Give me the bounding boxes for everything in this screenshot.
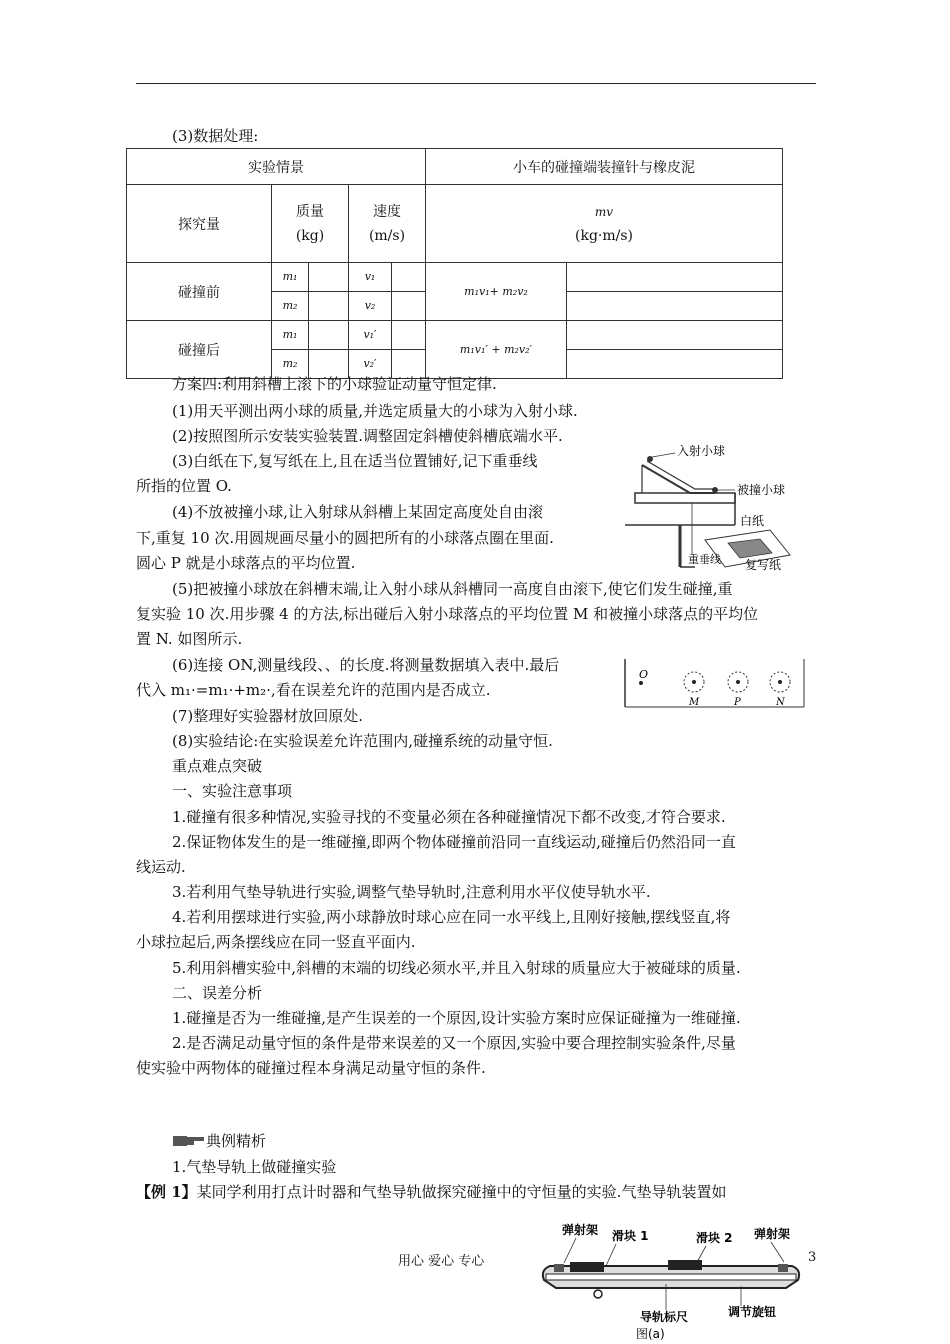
error1: 1.碰撞是否为一维碰撞,是产生误差的一个原因,设计实验方案时应保证碰撞为一维碰撞. [172, 1009, 741, 1027]
col-quantity: 探究量 [127, 185, 272, 263]
note1: 1.碰撞有很多种情况,实验寻找的不变量必须在各种碰撞情况下都不改变,才符合要求. [172, 808, 726, 826]
v2-label: v₂ [349, 292, 392, 320]
step5c: 置 N. 如图所示. [136, 630, 243, 648]
point-p [736, 680, 740, 684]
point-m-label: M [689, 697, 700, 708]
cell-blank-2 [567, 292, 783, 321]
v2p-label: v₂′ [349, 350, 392, 378]
m1-label: m₁ [272, 263, 309, 291]
cell-blank-3 [567, 321, 783, 350]
note2a: 2.保证物体发生的是一维碰撞,即两个物体碰撞前沿同一直线运动,碰撞后仍然沿同一直 [172, 833, 736, 851]
cell-m2-before [272, 292, 349, 321]
incident-ball-label: 入射小球 [677, 445, 726, 458]
note5: 5.利用斜槽实验中,斜槽的末端的切线必须水平,并且入射球的质量应大于被碰球的质量. [172, 959, 741, 977]
note2b: 线运动. [136, 858, 186, 876]
step6b: 代入 m₁·=m₁·+m₂·,看在误差允许的范围内是否成立. [136, 681, 491, 699]
col-mass-label: 质量 [296, 203, 324, 220]
step4a: (4)不放被撞小球,让入射球从斜槽上某固定高度处自由滚 [172, 503, 544, 521]
col-speed-unit: (m/s) [368, 227, 406, 244]
point-o-label: O [639, 668, 649, 681]
example1 [136, 1182, 726, 1202]
point-o [639, 681, 643, 685]
examples-heading [172, 1131, 266, 1151]
cell-v1-after [349, 321, 426, 350]
examples-title: 典例精析 [206, 1132, 267, 1150]
scale-label: 导轨标尺 [640, 1310, 689, 1324]
error2a: 2.是否满足动量守恒的条件是带来误差的又一个原因,实验中要合理控制实验条件,尽量 [172, 1034, 736, 1052]
step7: (7)整理好实验器材放回原处. [172, 707, 364, 725]
point-n-label: N [776, 697, 785, 708]
m2-label: m₂ [272, 350, 309, 378]
error-title: 二、误差分析 [172, 984, 263, 1002]
plan4: 方案四:利用斜槽上滚下的小球验证动量守恒定律. [172, 375, 497, 393]
section3-title: (3)数据处理: [172, 127, 259, 145]
knob-label: 调节旋钮 [728, 1305, 777, 1319]
step4c: 圆心 P 就是小球落点的平均位置. [136, 554, 356, 572]
cell-v2-before [349, 292, 426, 321]
point-p-label: P [734, 697, 741, 708]
data-table [126, 148, 783, 379]
launcher-left-label: 弹射架 [562, 1223, 599, 1237]
figure-caption: 图(a) [636, 1327, 665, 1341]
col-mass-unit: (kg) [295, 227, 325, 244]
header-right: 小车的碰撞端装撞针与橡皮泥 [426, 149, 783, 185]
landing-points-figure [624, 658, 806, 708]
col-speed [349, 185, 426, 263]
step8: (8)实验结论:在实验误差允许范围内,碰撞系统的动量守恒. [172, 732, 553, 750]
example-section: 1.气垫导轨上做碰撞实验 [172, 1158, 337, 1176]
sum-before: m₁v₁+ m₂v₂ [426, 263, 567, 321]
v1-label: v₁ [349, 263, 392, 291]
carbon-paper-label: 复写纸 [745, 558, 782, 572]
row-after: 碰撞后 [127, 321, 272, 379]
struck-ball-label: 被撞小球 [737, 483, 786, 497]
launcher-right-label: 弹射架 [754, 1227, 791, 1241]
page-number: 3 [808, 1250, 817, 1265]
point-m [692, 680, 696, 684]
cell-m1-after [272, 321, 349, 350]
col-mv-unit: (kg·m/s) [575, 227, 633, 244]
point-n [778, 680, 782, 684]
note3: 3.若利用气垫导轨进行实验,调整气垫导轨时,注意利用水平仪使导轨水平. [172, 883, 651, 901]
header-rule [136, 83, 816, 84]
step1: (1)用天平测出两小球的质量,并选定质量大的小球为入射小球. [172, 402, 578, 420]
step3b: 所指的位置 O. [136, 477, 232, 495]
step5a: (5)把被撞小球放在斜槽末端,让入射小球从斜槽同一高度自由滚下,使它们发生碰撞,重 [172, 580, 733, 598]
plumb-line-label: 重垂线 [688, 553, 721, 566]
white-paper-label: 白纸 [740, 514, 765, 528]
slider1-label: 滑块 1 [612, 1229, 649, 1243]
slider2-label: 滑块 2 [696, 1231, 733, 1245]
step4b: 下,重复 10 次.用圆规画尽量小的圆把所有的小球落点圈在里面. [136, 529, 554, 547]
example1-tag: 【例 1】 [136, 1183, 197, 1201]
key-title: 重点难点突破 [172, 757, 263, 775]
col-mass [272, 185, 349, 263]
step6a: (6)连接 ON,测量线段、、的长度.将测量数据填入表中.最后 [172, 656, 560, 674]
col-speed-label: 速度 [373, 203, 401, 220]
header-left: 实验情景 [127, 149, 426, 185]
step5b: 复实验 10 次.用步骤 4 的方法,标出碰后入射小球落点的平均位置 M 和被撞小球落点的平均位 [136, 605, 759, 623]
note4a: 4.若利用摆球进行实验,两小球静放时球心应在同一水平线上,且刚好接触,摆线竖直,将 [172, 908, 731, 926]
error2b: 使实验中两物体的碰撞过程本身满足动量守恒的条件. [136, 1059, 486, 1077]
chute-apparatus-figure [620, 445, 810, 575]
m1-label: m₁ [272, 321, 309, 349]
cell-v1-before [349, 263, 426, 292]
v1p-label: v₁′ [349, 321, 392, 349]
sum-after: m₁v₁′ + m₂v₂′ [426, 321, 567, 379]
cell-m1-before [272, 263, 349, 292]
note4b: 小球拉起后,两条摆线应在同一竖直平面内. [136, 933, 416, 951]
pointing-hand-icon [172, 1132, 206, 1148]
m2-label: m₂ [272, 292, 309, 320]
row-before: 碰撞前 [127, 263, 272, 321]
cell-blank-4 [567, 350, 783, 379]
footer-center: 用心 爱心 专心 [398, 1254, 485, 1269]
air-track-figure [536, 1218, 806, 1342]
col-mv-label: mv [594, 204, 614, 219]
example1-text: 某同学利用打点计时器和气垫导轨做探究碰撞中的守恒量的实验.气垫导轨装置如 [196, 1183, 727, 1201]
col-mv [426, 185, 783, 263]
note-title: 一、实验注意事项 [172, 782, 293, 800]
step2: (2)按照图所示安装实验装置.调整固定斜槽使斜槽底端水平. [172, 427, 563, 445]
step3a: (3)白纸在下,复写纸在上,且在适当位置铺好,记下重垂线 [172, 452, 538, 470]
cell-blank-1 [567, 263, 783, 292]
